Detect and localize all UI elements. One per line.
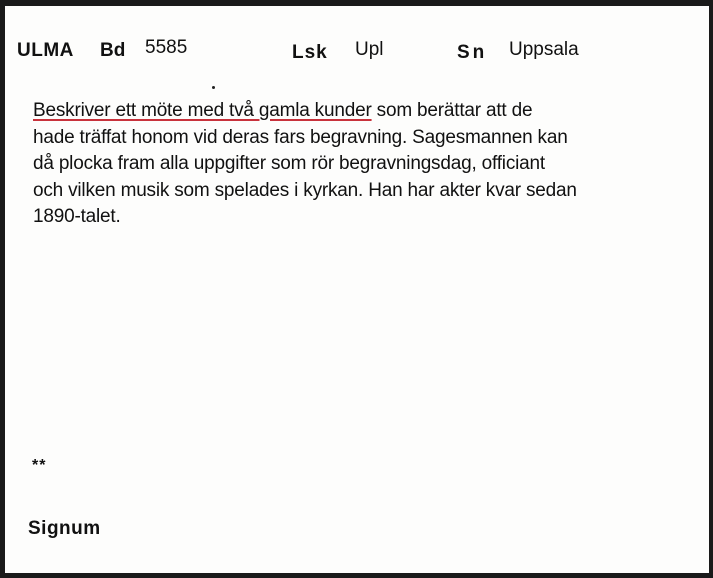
lsk-value: Upl (355, 39, 384, 60)
description-line-4: och vilken musik som spelades i kyrkan. Han har akter kvar sedan (33, 179, 577, 201)
bd-value: 5585 (145, 37, 188, 58)
sn-label: Sn (457, 42, 488, 63)
underlined-phrase: Beskriver ett möte med två gamla kunder (33, 100, 372, 121)
description-line-5: 1890-talet. (33, 206, 121, 227)
description-line-1 (33, 98, 713, 125)
archive-label: ULMA (17, 40, 74, 61)
rating-stars: ** (32, 457, 47, 474)
stray-dot-mark (212, 86, 215, 89)
description-text (33, 98, 713, 231)
description-line-3: då plocka fram alla uppgifter som rör begravningsdag, officiant (33, 153, 545, 174)
signum-label: Signum (28, 518, 101, 539)
description-line-1-rest: som berättar att de (371, 100, 533, 121)
description-line-2: hade träffat honom vid deras fars begravning. Sagesmannen kan (33, 126, 568, 148)
sn-value: Uppsala (509, 39, 579, 60)
lsk-label: Lsk (292, 42, 328, 63)
bd-label: Bd (100, 40, 126, 61)
